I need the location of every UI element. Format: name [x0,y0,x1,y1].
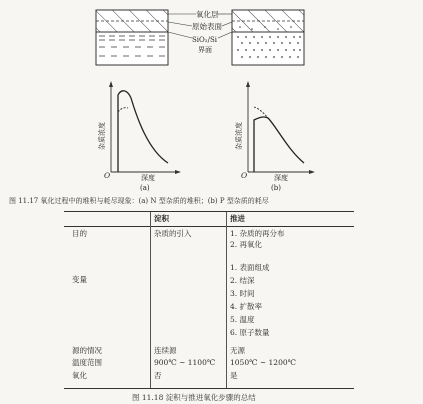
cell-drive-in-variable-5: 5. 温度 [230,315,255,324]
figure-11-17 [0,0,423,200]
label-original-surface: 原始表面 [192,22,222,31]
row-label-oxidation: 氧化 [72,371,87,380]
layer-labels [168,9,232,54]
label-oxide-layer: 氧化层 [196,10,219,19]
column-divider [226,212,227,388]
label-interface-line2: 界面 [198,46,212,54]
table-header-row [64,212,354,227]
cell-drive-in-purpose-2: 2. 再氧化 [230,240,263,249]
cell-drive-in-variable-6: 6. 原子数量 [230,328,270,337]
origin-label-a: O [104,171,111,180]
row-label-temperature: 温度范围 [72,358,102,367]
header-deposition: 淀积 [154,214,169,223]
row-label-purpose: 目的 [72,229,87,238]
cell-drive-in-source: 无源 [230,346,245,355]
y-axis-label-b: 杂质浓度 [235,122,243,150]
summary-table [64,211,354,389]
column-divider [150,212,151,388]
cell-deposition-source: 连续源 [154,346,177,355]
row-label-source: 源的情况 [72,346,102,355]
cell-drive-in-variable-1: 1. 表面组成 [230,263,270,272]
cell-deposition-temperature: 900℃ ~ 1100℃ [154,358,216,367]
sub-label-b: (b) [271,184,281,192]
x-axis-label-b: 深度 [274,174,288,182]
sub-label-a: (a) [140,184,150,192]
y-axis-label-a: 杂质浓度 [98,122,106,150]
graph-a [97,81,181,192]
cell-drive-in-oxidation: 是 [230,371,238,380]
cell-deposition-oxidation: 否 [154,371,162,380]
cell-drive-in-variable-4: 4. 扩散率 [230,302,263,311]
cell-drive-in-temperature: 1050℃ ~ 1200℃ [230,358,297,367]
wafer-a [96,10,168,65]
header-drive-in: 推进 [230,214,245,223]
figure-11-18-caption: 图 11.18 淀积与推进氧化步骤的总结 [132,393,256,402]
origin-label-b: O [241,171,248,180]
cell-drive-in-variable-2: 2. 结深 [230,276,255,285]
figure-11-17-caption: 图 11.17 氧化过程中的堆积与耗尽现象：(a) N 型杂质的堆积；(b) P 型杂质的耗尽 [9,197,269,205]
graph-b [234,81,315,192]
cell-drive-in-variable-3: 3. 时间 [230,289,255,298]
row-label-variables: 变量 [72,275,87,284]
cell-deposition-purpose: 杂质的引入 [154,229,192,238]
x-axis-label-a: 深度 [141,174,155,182]
cell-drive-in-purpose-1: 1. 杂质的再分布 [230,229,285,238]
label-interface-line1: SiO₂/Si [192,36,217,44]
wafer-b [232,10,304,65]
